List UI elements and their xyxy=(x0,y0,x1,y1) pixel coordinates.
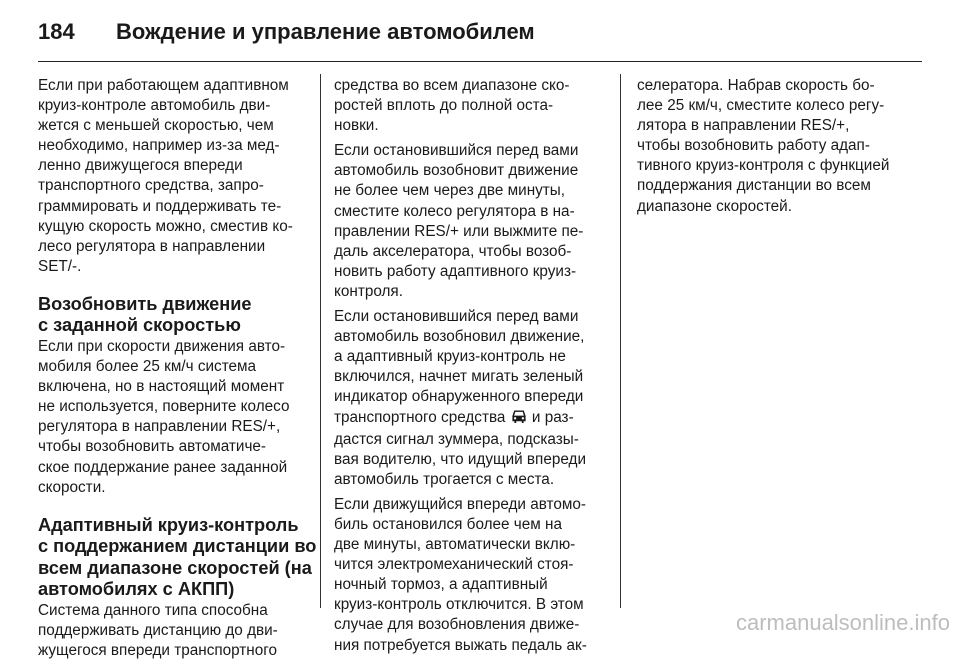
text-line: чтобы возобновить работу адап- xyxy=(637,137,870,155)
text-line: две минуты, автоматически вклю- xyxy=(334,536,576,554)
paragraph xyxy=(38,76,308,277)
column-2 xyxy=(334,76,606,661)
text-line: необходимо, например из-за мед- xyxy=(38,137,280,155)
header-rule xyxy=(38,61,922,62)
column-1 xyxy=(38,76,317,666)
text-line: чится электромеханический стоя- xyxy=(334,556,574,574)
section-heading xyxy=(38,514,317,601)
text-line: тивного круиз-контроля с функцией xyxy=(637,157,890,175)
text-line: ленно движущегося впереди xyxy=(38,157,243,175)
paragraph xyxy=(334,76,606,136)
heading-line: с заданной скоростью xyxy=(38,315,241,336)
text-line: Если движущийся впереди автомо- xyxy=(334,495,586,513)
text-line xyxy=(334,408,606,430)
text-line: чтобы возобновить автоматиче- xyxy=(38,438,267,456)
paragraph xyxy=(334,141,606,302)
text-line: правлении RES/+ или выжмите пе- xyxy=(334,222,584,240)
text-line: включена, но в настоящий момент xyxy=(38,378,285,396)
text-line: Если при скорости движения авто- xyxy=(38,337,286,355)
text-line: Если остановившийся перед вами xyxy=(334,142,579,160)
text-line: биль остановился более чем на xyxy=(334,515,563,533)
text-line: поддержания дистанции во всем xyxy=(637,177,871,195)
page-header xyxy=(38,14,535,50)
text-line: не более чем через две минуты, xyxy=(334,182,566,200)
text-line: не используется, поверните колесо xyxy=(38,398,290,416)
text-line: Если при работающем адаптивном xyxy=(38,77,289,94)
text-line: ния потребуется выжать педаль ак- xyxy=(334,636,587,654)
heading-line: всем диапазоне скоростей (на xyxy=(38,557,312,578)
paragraph xyxy=(38,337,308,498)
page-number: 184 xyxy=(38,19,75,44)
text-line: вая водителю, что идущий впереди xyxy=(334,450,586,468)
heading-line: Адаптивный круиз-контроль xyxy=(38,514,299,535)
heading-line: автомобилях с АКПП) xyxy=(38,579,235,600)
paragraph xyxy=(637,76,909,217)
paragraph xyxy=(38,601,308,661)
section-heading xyxy=(38,294,308,337)
text-line: новить работу адаптивного круиз- xyxy=(334,262,577,280)
paragraph xyxy=(334,495,606,656)
heading-line: с поддержанием дистанции во xyxy=(38,536,317,557)
text-line: скорости. xyxy=(38,478,106,496)
text-line: жущегося впереди транспортного xyxy=(38,641,278,659)
text-line: мобиля более 25 км/ч система xyxy=(38,358,257,376)
text-line: даль акселератора, чтобы возоб- xyxy=(334,242,572,260)
text-line: SET/-. xyxy=(38,257,82,275)
column-divider xyxy=(620,74,621,608)
page-title: Вождение и управление автомобилем xyxy=(116,19,535,44)
column-divider xyxy=(320,74,321,608)
text-line: Система данного типа способна xyxy=(38,601,268,619)
text-line: транспортного средства, запро- xyxy=(38,177,264,195)
text-line: лее 25 км/ч, сместите колесо регу- xyxy=(637,97,885,115)
inline-text: и раз- xyxy=(527,408,574,426)
text-line: контроля. xyxy=(334,282,403,300)
text-line: кущую скорость можно, сместив ко- xyxy=(38,217,293,235)
text-line: автомобиль возобновил движение, xyxy=(334,328,585,346)
text-line: лятора в направлении RES/+, xyxy=(637,117,850,135)
text-line: круиз-контроль отключится. В этом xyxy=(334,596,584,614)
text-line: граммировать и поддерживать те- xyxy=(38,197,282,215)
text-line: включился, начнет мигать зеленый xyxy=(334,368,584,386)
text-line: диапазоне скоростей. xyxy=(637,197,792,215)
text-line: поддерживать дистанцию до дви- xyxy=(38,621,278,639)
text-line: дастся сигнал зуммера, подсказы- xyxy=(334,430,579,448)
text-line: случае для возобновления движе- xyxy=(334,616,580,634)
vehicle-ahead-icon xyxy=(511,409,527,430)
text-line: автомобиль трогается с места. xyxy=(334,470,555,488)
text-line: Если остановившийся перед вами xyxy=(334,308,579,326)
text-line: а адаптивный круиз-контроль не xyxy=(334,348,566,366)
text-line: средства во всем диапазоне ско- xyxy=(334,77,570,94)
inline-text: транспортного средства xyxy=(334,408,510,426)
paragraph xyxy=(334,307,606,490)
text-line: ростей вплоть до полной оста- xyxy=(334,97,554,115)
text-line: регулятора в направлении RES/+, xyxy=(38,418,281,436)
watermark: carmanualsonline.info xyxy=(735,610,950,635)
text-line: лесо регулятора в направлении xyxy=(38,237,266,255)
text-line: индикатор обнаруженного впереди xyxy=(334,388,584,406)
text-line: новки. xyxy=(334,117,379,135)
text-line: ночный тормоз, а адаптивный xyxy=(334,576,548,594)
text-line: ское поддержание ранее заданной xyxy=(38,458,288,476)
text-line: сместите колесо регулятора в на- xyxy=(334,202,575,220)
text-line: жется с меньшей скоростью, чем xyxy=(38,117,274,135)
text-line: автомобиль возобновит движение xyxy=(334,162,579,180)
heading-line: Возобновить движение xyxy=(38,293,252,314)
text-line: круиз-контроле автомобиль дви- xyxy=(38,97,271,115)
text-line: селератора. Набрав скорость бо- xyxy=(637,77,875,94)
column-3 xyxy=(637,76,909,222)
